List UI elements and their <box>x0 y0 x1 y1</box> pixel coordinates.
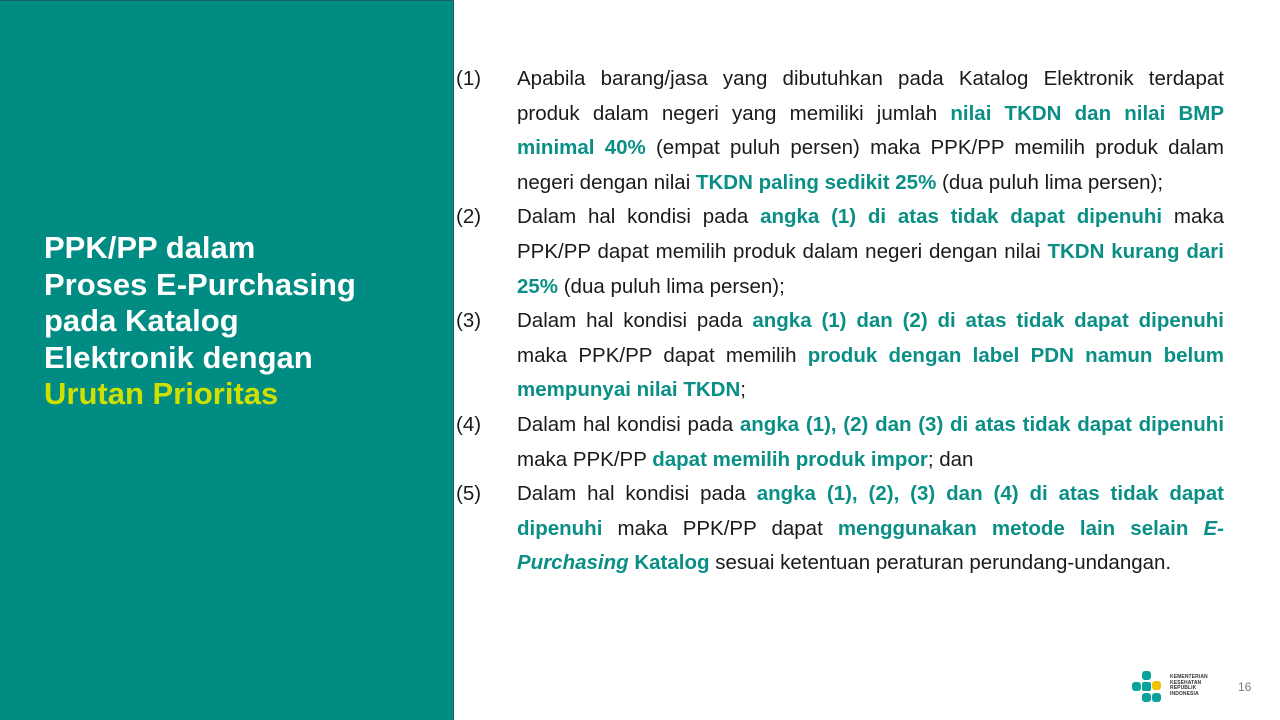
text-segment: Dalam hal kondisi pada <box>517 205 761 229</box>
text-segment: ; <box>740 378 746 402</box>
highlighted-text: TKDN kurang dari 25% <box>517 239 1224 298</box>
highlighted-text: angka (1) dan (2) di atas tidak dapat dipenuhi <box>752 309 1225 333</box>
list-item <box>456 304 1224 408</box>
text-segment: maka PPK/PP dapat <box>602 516 838 540</box>
highlighted-text: Katalog <box>628 551 710 575</box>
highlighted-text: menggunakan metode lain selain <box>837 516 1204 540</box>
logo-text-line: KESEHATAN <box>1170 679 1202 686</box>
list-item-text <box>517 304 1224 408</box>
title-line: PPK/PP dalam <box>44 230 256 265</box>
title-line: Proses E-Purchasing <box>44 266 356 302</box>
list-item <box>456 200 1224 304</box>
highlighted-text: E-Purchasing <box>517 516 1224 575</box>
list-item <box>456 477 1224 581</box>
text-segment: (dua puluh lima persen); <box>936 170 1164 194</box>
slide-title <box>44 230 444 413</box>
text-segment: (empat puluh persen) maka PPK/PP memilih produk dalam negeri dengan nilai <box>517 136 1224 194</box>
ministry-logo <box>1128 668 1222 708</box>
list-item-number: (1) <box>456 67 482 90</box>
text-segment: ; dan <box>927 447 974 471</box>
logo-text-line: INDONESIA <box>1170 690 1199 697</box>
text-segment: Dalam hal kondisi pada <box>517 412 740 436</box>
text-segment: Apabila barang/jasa yang dibutuhkan pada Katalog Elektronik terdapat produk dalam negeri yang memiliki jumlah <box>517 67 1224 125</box>
highlighted-text: TKDN paling sedikit 25% <box>695 170 937 194</box>
list-item-number: (4) <box>456 412 482 436</box>
list-item-number: (2) <box>456 205 482 229</box>
text-segment: sesuai ketentuan peraturan perundang-undangan. <box>709 551 1172 575</box>
left-panel <box>0 0 454 720</box>
page-number: 16 <box>1238 680 1252 694</box>
highlighted-text: angka (1), (2), (3) dan (4) di atas tidak dapat dipenuhi <box>517 482 1224 540</box>
text-segment: maka PPK/PP dapat memilih <box>517 343 808 367</box>
text-segment: (dua puluh lima persen); <box>558 274 785 298</box>
list-item-text <box>517 477 1224 581</box>
title-accent: Urutan Prioritas <box>44 376 279 411</box>
list-item-number: (5) <box>456 482 482 506</box>
highlighted-text: angka (1) di atas tidak dapat dipenuhi <box>760 205 1163 229</box>
highlighted-text: angka (1), (2) dan (3) di atas tidak dapat dipenuhi <box>739 412 1225 436</box>
logo-text-line: KEMENTERIAN <box>1170 674 1208 680</box>
list-item <box>456 408 1224 477</box>
logo-text-line: REPUBLIK <box>1170 685 1197 692</box>
text-segment: Dalam hal kondisi pada <box>517 482 757 506</box>
text-segment: maka PPK/PP dapat memilih produk dalam negeri dengan nilai <box>517 205 1224 263</box>
list-item-number: (3) <box>456 309 482 333</box>
highlighted-text: nilai TKDN dan nilai BMP minimal 40% <box>517 101 1224 160</box>
title-line: pada Katalog <box>44 303 239 338</box>
priority-list <box>456 62 1224 581</box>
highlighted-text: produk dengan label PDN namun belum mempunyai nilai TKDN <box>517 343 1224 402</box>
text-segment: Dalam hal kondisi pada <box>517 309 753 333</box>
text-segment: maka PPK/PP <box>517 447 653 471</box>
list-item <box>456 62 1224 200</box>
list-item-text <box>517 200 1224 304</box>
list-item-text <box>517 62 1224 200</box>
ministry-logo-icon <box>1128 668 1168 708</box>
highlighted-text: dapat memilih produk impor <box>652 447 928 471</box>
list-item-text <box>517 408 1224 477</box>
logo-text <box>1170 675 1208 697</box>
title-line: Elektronik dengan <box>44 339 313 375</box>
